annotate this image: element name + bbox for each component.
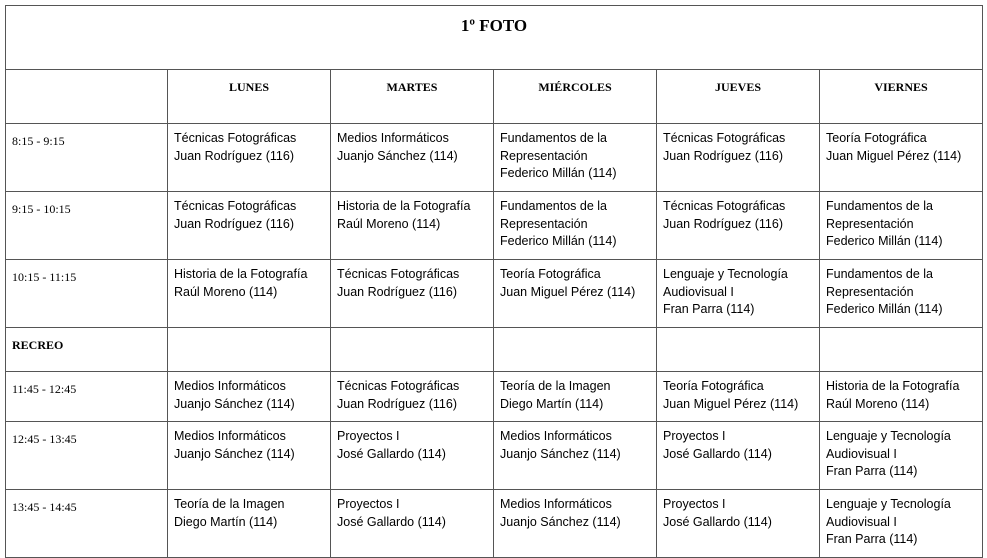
table-row (6, 490, 983, 558)
class-cell-line: Fran Parra (114) (663, 302, 755, 316)
table-row (6, 372, 983, 422)
class-cell-line: Teoría Fotográfica (826, 131, 927, 145)
class-cell-line: Audiovisual I (663, 284, 734, 299)
class-cell (494, 192, 657, 260)
class-cell (657, 192, 820, 260)
class-cell (494, 328, 657, 372)
class-cell-line: Juan Miguel Pérez (114) (826, 148, 962, 163)
day-header-row (6, 70, 983, 124)
class-cell-line: José Gallardo (114) (337, 446, 446, 461)
class-cell (168, 328, 331, 372)
class-cell-line: Juanjo Sánchez (114) (174, 446, 295, 461)
class-cell-line: Fran Parra (114) (826, 464, 918, 478)
class-cell-line: Juanjo Sánchez (114) (500, 514, 621, 529)
class-cell (168, 260, 331, 328)
class-cell-line: Juanjo Sánchez (114) (174, 396, 295, 411)
class-cell-line: Historia de la Fotografía (826, 379, 960, 393)
class-cell-line: Fundamentos de la (500, 199, 608, 213)
table-row (6, 124, 983, 192)
class-cell (331, 422, 494, 490)
class-cell (331, 192, 494, 260)
class-cell (494, 490, 657, 558)
class-cell (657, 124, 820, 192)
class-cell (331, 260, 494, 328)
class-cell-line: Teoría de la Imagen (500, 379, 611, 393)
time-slot-cell: 12:45 - 13:45 (6, 422, 168, 490)
class-cell-line: Federico Millán (114) (500, 166, 617, 180)
class-cell (168, 422, 331, 490)
class-cell-line: Diego Martín (114) (500, 396, 604, 411)
day-header-lunes: LUNES (168, 70, 331, 124)
class-cell (168, 192, 331, 260)
class-cell-line: Técnicas Fotográficas (663, 199, 786, 213)
class-cell (494, 372, 657, 422)
class-cell-line: José Gallardo (114) (663, 514, 772, 529)
class-cell-line: Audiovisual I (826, 446, 897, 461)
class-cell-line: Juan Rodríguez (116) (337, 284, 457, 299)
class-cell-line: Fran Parra (114) (826, 532, 918, 546)
class-cell (331, 372, 494, 422)
class-cell-line: Historia de la Fotografía (337, 199, 471, 213)
class-cell-line: Juan Rodríguez (116) (174, 148, 294, 163)
class-cell-line: Técnicas Fotográficas (337, 379, 460, 393)
class-cell-line: Técnicas Fotográficas (174, 131, 297, 145)
schedule-body (6, 124, 983, 558)
day-header-miercoles: MIÉRCOLES (494, 70, 657, 124)
class-cell (820, 328, 983, 372)
table-row (6, 328, 983, 372)
class-cell (657, 328, 820, 372)
class-cell-line: Juan Rodríguez (116) (663, 216, 783, 231)
class-cell (168, 490, 331, 558)
class-cell-line: Proyectos I (337, 429, 400, 443)
class-cell-line: Lenguaje y Tecnología (663, 267, 788, 281)
class-cell-line: Historia de la Fotografía (174, 267, 308, 281)
class-cell-line: Juan Rodríguez (116) (174, 216, 294, 231)
class-cell-line: Representación (826, 216, 914, 231)
class-cell-line: Juan Rodríguez (116) (337, 396, 457, 411)
time-slot-cell: 8:15 - 9:15 (6, 124, 168, 192)
class-cell-line: Juanjo Sánchez (114) (500, 446, 621, 461)
day-header-viernes: VIERNES (820, 70, 983, 124)
class-cell (331, 328, 494, 372)
class-cell-line: Medios Informáticos (174, 379, 286, 393)
class-cell-line: José Gallardo (114) (663, 446, 772, 461)
class-cell (657, 260, 820, 328)
class-cell (168, 124, 331, 192)
class-cell (331, 124, 494, 192)
class-cell (820, 490, 983, 558)
class-cell-line: Juan Rodríguez (116) (663, 148, 783, 163)
class-cell-line: Proyectos I (663, 429, 726, 443)
class-cell (820, 422, 983, 490)
class-cell-line: Raúl Moreno (114) (174, 284, 278, 299)
class-cell (168, 372, 331, 422)
time-slot-cell: 13:45 - 14:45 (6, 490, 168, 558)
class-cell (494, 260, 657, 328)
class-cell-line: Fundamentos de la (500, 131, 608, 145)
class-cell-line: Audiovisual I (826, 514, 897, 529)
table-row (6, 192, 983, 260)
class-cell (820, 372, 983, 422)
time-slot-cell: 10:15 - 11:15 (6, 260, 168, 328)
class-cell-line: Juan Miguel Pérez (114) (500, 284, 636, 299)
class-cell-line: Proyectos I (337, 497, 400, 511)
class-cell-line: Fundamentos de la (826, 267, 934, 281)
class-cell-line: Representación (500, 148, 588, 163)
page-title: 1º FOTO (6, 6, 983, 70)
class-cell-line: Teoría de la Imagen (174, 497, 285, 511)
class-cell (331, 490, 494, 558)
class-cell-line: Medios Informáticos (500, 497, 612, 511)
corner-cell (6, 70, 168, 124)
class-cell-line: Diego Martín (114) (174, 514, 278, 529)
class-cell-line: Técnicas Fotográficas (174, 199, 297, 213)
class-cell-line: Medios Informáticos (174, 429, 286, 443)
day-header-jueves: JUEVES (657, 70, 820, 124)
class-cell (657, 372, 820, 422)
class-cell-line: Teoría Fotográfica (500, 267, 601, 281)
class-cell (657, 490, 820, 558)
class-cell (820, 260, 983, 328)
class-cell-line: Lenguaje y Tecnología (826, 497, 951, 511)
class-cell-line: Medios Informáticos (337, 131, 449, 145)
class-cell-line: Juan Miguel Pérez (114) (663, 396, 799, 411)
class-cell (657, 422, 820, 490)
table-row (6, 260, 983, 328)
class-cell-line: Federico Millán (114) (826, 302, 943, 316)
class-cell (494, 124, 657, 192)
time-slot-cell: RECREO (6, 328, 168, 372)
class-cell (494, 422, 657, 490)
class-cell-line: Juanjo Sánchez (114) (337, 148, 458, 163)
class-cell-line: Federico Millán (114) (500, 234, 617, 248)
table-row (6, 422, 983, 490)
time-slot-cell: 9:15 - 10:15 (6, 192, 168, 260)
class-cell-line: Federico Millán (114) (826, 234, 943, 248)
class-cell-line: Lenguaje y Tecnología (826, 429, 951, 443)
class-cell-line: Técnicas Fotográficas (663, 131, 786, 145)
class-cell-line: Raúl Moreno (114) (337, 216, 441, 231)
day-header-martes: MARTES (331, 70, 494, 124)
class-cell-line: Medios Informáticos (500, 429, 612, 443)
class-cell-line: Fundamentos de la (826, 199, 934, 213)
class-cell-line: José Gallardo (114) (337, 514, 446, 529)
time-slot-cell: 11:45 - 12:45 (6, 372, 168, 422)
class-cell (820, 192, 983, 260)
class-cell-line: Raúl Moreno (114) (826, 396, 930, 411)
class-cell-line: Proyectos I (663, 497, 726, 511)
schedule-table (5, 5, 983, 558)
title-row (6, 6, 983, 70)
class-cell-line: Teoría Fotográfica (663, 379, 764, 393)
class-cell-line: Técnicas Fotográficas (337, 267, 460, 281)
class-cell-line: Representación (826, 284, 914, 299)
class-cell-line: Representación (500, 216, 588, 231)
class-cell (820, 124, 983, 192)
